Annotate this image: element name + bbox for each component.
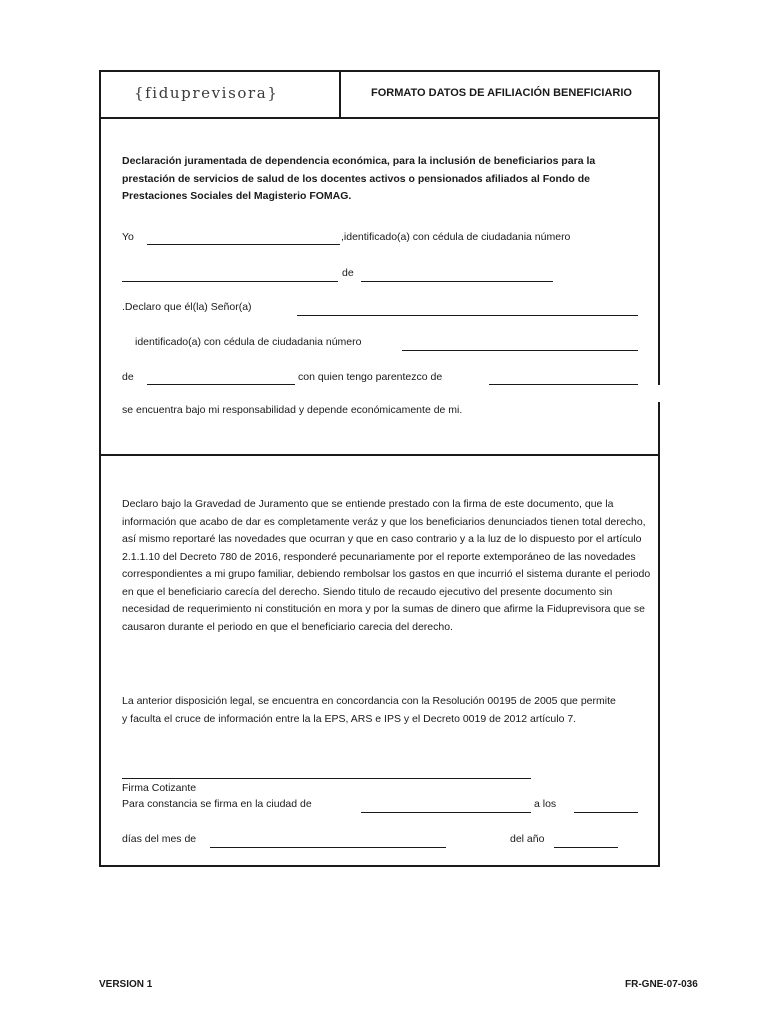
- fiduprevisora-logo: {fiduprevisora}: [134, 84, 279, 102]
- identificado-label: identificado(a) con cédula de ciudadania número: [135, 336, 362, 348]
- firma-label: Firma Cotizante: [122, 782, 197, 794]
- declaration-intro: Declaración juramentada de dependencia económica, para la inclusión de beneficiarios para la prestación de servicios de salud de los docentes activos o pensionados afiliados al Fondo de Prestaciones Sociales del Magisterio FOMAG.: [122, 155, 596, 202]
- month-field[interactable]: [210, 847, 446, 848]
- parentezco-label: con quien tengo parentezco de: [298, 371, 443, 383]
- de-label: de: [342, 267, 354, 279]
- constancia-label: Para constancia se firma en la ciudad de: [122, 798, 312, 810]
- beneficiary-city-field[interactable]: [147, 384, 295, 385]
- identified-by-label: ,identificado(a) con cédula de ciudadania número: [341, 231, 571, 243]
- city-field[interactable]: [361, 812, 531, 813]
- a-los-label: a los: [534, 798, 557, 810]
- year-field[interactable]: [554, 847, 618, 848]
- name-field[interactable]: [147, 244, 340, 245]
- oath-paragraph: Declaro bajo la Gravedad de Juramento que se entiende prestado con la firma de este documento, que la información que acabo de dar es completamente veráz y que los beneficiarios denunciados tienen total derecho, así mismo reportaré las novedades que ocurran y que en caso contrario y a la luz de lo dispuesto por el artículo 2.1.1.10 del Decreto 780 de 2016, responderé pecunariamente por el reporte extemporáneo de las novedades correspondientes a mi grupo familiar, debiendo rembolsar los gastos en que incurrió el sistema durante el periodo en que el beneficiario carecía del derecho. Siendo titulo de recaudo ejecutivo del presente documento sin necesidad de requerimiento ni constitución en mora y por la sumas de dinero que afirme la Fiduprevisora que se causaron durante el periodo en que el beneficiario carecia del derecho.: [122, 498, 651, 633]
- del-anio-label: del año: [510, 833, 545, 845]
- declaro-label: .Declaro que él(la) Señor(a): [122, 301, 252, 313]
- id-number-field[interactable]: [122, 281, 338, 282]
- dias-label: días del mes de: [122, 833, 197, 845]
- signature-line[interactable]: [122, 778, 531, 779]
- de2-label: de: [122, 371, 134, 383]
- form-title: FORMATO DATOS DE AFILIACIÓN BENEFICIARIO: [371, 87, 632, 99]
- responsabilidad-text: se encuentra bajo mi responsabilidad y depende económicamente de mi.: [122, 404, 463, 416]
- days-field[interactable]: [574, 812, 638, 813]
- form-code: FR-GNE-07-036: [625, 979, 698, 990]
- section-divider: [101, 454, 658, 456]
- beneficiary-id-field[interactable]: [402, 350, 638, 351]
- relationship-field[interactable]: [489, 384, 638, 385]
- id-city-field[interactable]: [361, 281, 553, 282]
- header-divider: [339, 72, 341, 117]
- yo-label: Yo: [122, 231, 134, 243]
- legal-paragraph: La anterior disposición legal, se encuentra en concordancia con la Resolución 00195 de 2005 que permite y faculta el cruce de información entre la la EPS, ARS e IPS y el Decreto 0019 de 2012 artículo 7.: [122, 695, 616, 725]
- beneficiary-name-field[interactable]: [297, 315, 638, 316]
- version-label: VERSION 1: [99, 979, 153, 990]
- form-header: [101, 72, 658, 119]
- border-gap: [655, 385, 663, 402]
